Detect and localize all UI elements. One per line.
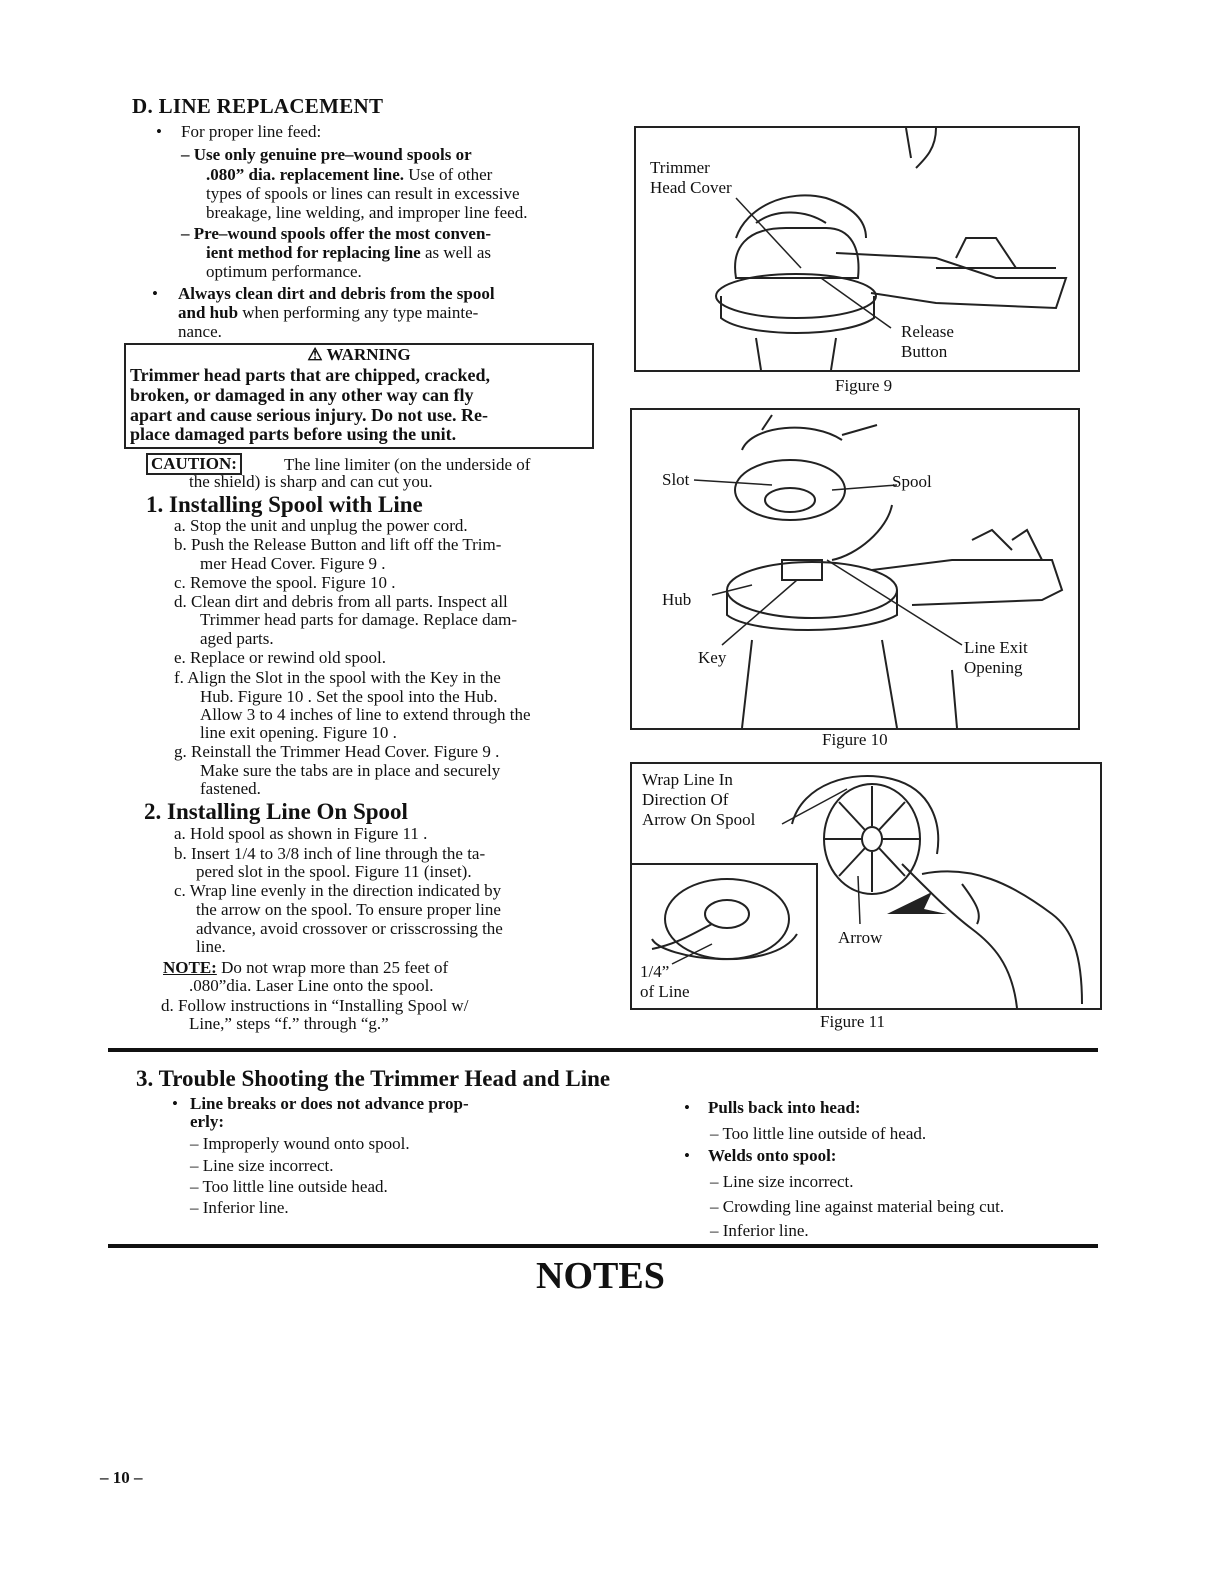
caution-line-2: the shield) is sharp and can cut you. (189, 472, 433, 491)
bullet-icon: • (684, 1146, 690, 1165)
figure-9-caption: Figure 9 (835, 376, 893, 395)
figure-10-illustration (632, 410, 1078, 728)
bullet-icon: • (156, 122, 162, 141)
figure-10 (630, 408, 1080, 730)
fig9-label-button: Button (901, 342, 948, 361)
section-title: D. LINE REPLACEMENT (132, 94, 384, 118)
dash-1a: – Use only genuine pre–wound spools or (181, 145, 472, 164)
fig10-label-key: Key (698, 648, 727, 667)
bullet-clean-3: nance. (178, 322, 222, 341)
troubleshoot-title: 3. Trouble Shooting the Trimmer Head and Line (136, 1066, 611, 1091)
note-label: NOTE: (163, 958, 217, 977)
divider-top (108, 1048, 1098, 1052)
dash-1c: Use of other (404, 165, 493, 184)
fig10-label-opening: Opening (964, 658, 1023, 677)
ts-right-bullet-1: Pulls back into head: (708, 1098, 861, 1117)
page-number: – 10 – (100, 1468, 143, 1487)
figure-10-caption: Figure 10 (822, 730, 888, 749)
dash-line-7: optimum performance. (206, 262, 362, 281)
ts-left-bullet-2: erly: (190, 1112, 224, 1131)
spool-step: Allow 3 to 4 inches of line to extend through the (200, 705, 531, 724)
warning-line-3: apart and cause serious injury. Do not use. Re- (130, 405, 489, 425)
dash-2b: ient method for replacing line (206, 243, 421, 262)
spool-step: f. Align the Slot in the spool with the Key in the (174, 668, 501, 687)
ts-right-item: – Line size incorrect. (710, 1172, 854, 1191)
ts-right-item-1: – Too little line outside of head. (710, 1124, 927, 1143)
line-step: line. (196, 937, 226, 956)
line-step: c. Wrap line evenly in the direction indicated by (174, 881, 502, 900)
fig11-label-wrap-1: Wrap Line In (642, 770, 733, 789)
fig11-label-arrow: Arrow (838, 928, 883, 947)
bullet-clean-2 (178, 303, 478, 323)
fig9-label-head-cover: Head Cover (650, 178, 732, 197)
fig9-label-release: Release (901, 322, 954, 341)
spool-step: mer Head Cover. Figure 9 . (200, 554, 386, 573)
ts-right-item: – Inferior line. (710, 1221, 809, 1240)
caution-label: CAUTION: (146, 453, 242, 475)
warning-line-2: broken, or damaged in any other way can fly (130, 385, 474, 405)
warning-title: ⚠ WARNING (307, 345, 411, 364)
dash-line-5: – Pre–wound spools offer the most conven- (181, 224, 492, 243)
caution-line-1: The line limiter (on the underside of (284, 455, 531, 474)
note-text-1: Do not wrap more than 25 feet of (216, 958, 449, 977)
spool-step: a. Stop the unit and unplug the power cord. (174, 516, 468, 535)
fig10-label-slot: Slot (662, 470, 690, 489)
bullet-icon: • (152, 284, 158, 303)
line-step: advance, avoid crossover or crisscrossing the (196, 919, 503, 938)
dash-line-1 (181, 145, 472, 165)
ts-left-item: – Improperly wound onto spool. (190, 1134, 410, 1153)
notes-title: NOTES (536, 1255, 665, 1297)
line-step-d-1: d. Follow instructions in “Installing Spool w/ (161, 996, 469, 1015)
ts-left-item: – Line size incorrect. (190, 1156, 334, 1175)
warning-box (124, 343, 594, 449)
spool-step: line exit opening. Figure 10 . (200, 723, 397, 742)
divider-bottom (108, 1244, 1098, 1248)
spool-step: e. Replace or rewind old spool. (174, 648, 386, 667)
fig11-label-of-line: of Line (640, 982, 690, 1001)
line-step: b. Insert 1/4 to 3/8 inch of line through the ta- (174, 844, 486, 863)
dash-2c: as well as (420, 243, 492, 262)
spool-step: Trimmer head parts for damage. Replace dam- (200, 610, 518, 629)
spool-step: Hub. Figure 10 . Set the spool into the Hub. (200, 687, 498, 706)
bullet-proper-line-feed: For proper line feed: (181, 122, 322, 141)
dash-line-6 (206, 243, 491, 263)
fig11-label-wrap-2: Direction Of (642, 790, 729, 809)
ts-left-bullet-1: Line breaks or does not advance prop- (190, 1094, 469, 1113)
install-spool-title: 1. Installing Spool with Line (146, 492, 423, 517)
fig10-label-spool: Spool (892, 472, 932, 491)
fig9-label-trimmer: Trimmer (650, 158, 710, 177)
fig10-label-hub: Hub (662, 590, 692, 609)
fig11-label-quarter: 1/4” (640, 962, 670, 981)
warning-line-4: place damaged parts before using the unit. (130, 424, 457, 444)
fig10-label-line-exit: Line Exit (964, 638, 1028, 657)
fig11-label-wrap-3: Arrow On Spool (642, 810, 756, 829)
spool-step: g. Reinstall the Trimmer Head Cover. Figure 9 . (174, 742, 500, 761)
dash-line-3: types of spools or lines can result in excessive (206, 184, 520, 203)
bullet-clean-2c: when performing any type mainte- (238, 303, 479, 322)
spool-step: d. Clean dirt and debris from all parts. Inspect all (174, 592, 508, 611)
warning-line-1: Trimmer head parts that are chipped, cracked, (130, 365, 490, 385)
spool-step: b. Push the Release Button and lift off the Trim- (174, 535, 502, 554)
spool-step: fastened. (200, 779, 261, 798)
line-step-d-2: Line,” steps “f.” through “g.” (189, 1014, 389, 1033)
spool-step: aged parts. (200, 629, 274, 648)
note-line-1 (163, 958, 448, 978)
line-step: pered slot in the spool. Figure 11 (inset). (196, 862, 472, 881)
figure-11-caption: Figure 11 (820, 1012, 886, 1031)
line-step: a. Hold spool as shown in Figure 11 . (174, 824, 428, 843)
ts-left-item: – Too little line outside head. (190, 1177, 388, 1196)
bullet-clean-1: Always clean dirt and debris from the spool (178, 284, 495, 303)
bullet-icon: • (172, 1094, 178, 1113)
note-line-2: .080”dia. Laser Line onto the spool. (189, 976, 434, 995)
dash-1b: .080” dia. replacement line. (206, 165, 404, 184)
install-line-title: 2. Installing Line On Spool (144, 799, 408, 824)
ts-right-item: – Crowding line against material being cut. (710, 1197, 1005, 1216)
figure-11 (630, 762, 1102, 1010)
spool-step: Make sure the tabs are in place and securely (200, 761, 501, 780)
figure-9 (634, 126, 1080, 372)
line-step: the arrow on the spool. To ensure proper line (196, 900, 501, 919)
ts-right-bullet-2: Welds onto spool: (708, 1146, 837, 1165)
bullet-clean-2b: and hub (178, 303, 239, 322)
dash-line-4: breakage, line welding, and improper line feed. (206, 203, 528, 222)
dash-line-2 (206, 165, 492, 185)
bullet-icon: • (684, 1098, 690, 1117)
spool-step: c. Remove the spool. Figure 10 . (174, 573, 396, 592)
ts-left-item: – Inferior line. (190, 1198, 289, 1217)
